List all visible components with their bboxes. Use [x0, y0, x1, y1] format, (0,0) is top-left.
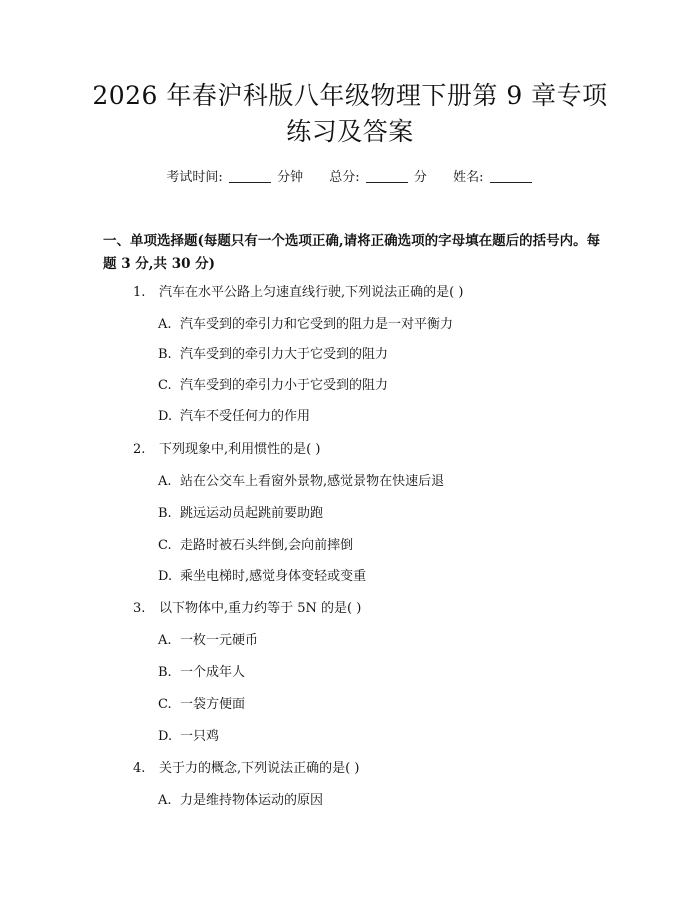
option-letter: D. [158, 729, 173, 744]
option-letter: C. [158, 697, 172, 712]
option-letter: A. [158, 317, 172, 332]
question-2-option-d [158, 568, 366, 586]
question-3 [133, 600, 361, 618]
exam-time-blank [229, 168, 271, 183]
question-text: 下列现象中,利用惯性的是( ) [159, 442, 321, 457]
total-score-blank [366, 168, 408, 183]
option-text: 一枚一元硬币 [180, 633, 259, 648]
student-name-field [453, 168, 534, 188]
question-number: 2. [133, 442, 146, 457]
option-letter: B. [158, 665, 172, 680]
question-1-option-a [158, 316, 453, 334]
option-text: 力是维持物体运动的原因 [180, 793, 324, 808]
question-2-option-a [158, 473, 444, 491]
exam-time-field [166, 168, 303, 188]
option-letter: C. [158, 538, 172, 553]
question-2-option-b [158, 505, 323, 523]
document-title [60, 78, 640, 150]
title-line-1: 2026 年春沪科版八年级物理下册第 9 章专项 [92, 81, 608, 110]
option-text: 走路时被石头绊倒,会向前摔倒 [180, 538, 354, 553]
option-text: 一个成年人 [180, 665, 246, 680]
exam-info [0, 168, 700, 188]
title-line-2: 练习及答案 [286, 117, 414, 146]
student-name-label: 姓名: [453, 170, 484, 185]
option-letter: D. [158, 409, 173, 424]
option-text: 汽车受到的牵引力小于它受到的阻力 [180, 378, 389, 393]
exam-time-unit: 分钟 [277, 170, 304, 185]
question-3-option-c [158, 696, 245, 714]
question-number: 3. [133, 601, 146, 616]
question-3-option-b [158, 664, 245, 682]
question-text: 以下物体中,重力约等于 5N 的是( ) [159, 601, 362, 616]
question-4 [133, 760, 359, 778]
option-text: 汽车不受任何力的作用 [180, 409, 311, 424]
question-3-option-d [158, 728, 219, 746]
option-text: 汽车受到的牵引力和它受到的阻力是一对平衡力 [180, 317, 454, 332]
option-letter: A. [158, 633, 172, 648]
option-letter: D. [158, 569, 173, 584]
exam-time-label: 考试时间: [166, 170, 223, 185]
question-text: 汽车在水平公路上匀速直线行驶,下列说法正确的是( ) [159, 285, 464, 300]
question-4-option-a [158, 792, 323, 810]
option-text: 一袋方便面 [180, 697, 246, 712]
option-text: 跳远运动员起跳前要助跑 [180, 506, 324, 521]
option-text: 站在公交车上看窗外景物,感觉景物在快速后退 [180, 474, 445, 489]
question-1-option-d [158, 408, 310, 426]
option-letter: A. [158, 793, 172, 808]
question-1 [133, 284, 463, 302]
option-text: 乘坐电梯时,感觉身体变轻或变重 [180, 569, 367, 584]
question-1-option-c [158, 377, 388, 395]
total-score-label: 总分: [329, 170, 360, 185]
question-number: 4. [133, 761, 146, 776]
option-letter: B. [158, 347, 172, 362]
option-letter: C. [158, 378, 172, 393]
section-header: 一、单项选择题(每题只有一个选项正确,请将正确选项的字母填在题后的括号内。每题 3 分,共 30 分) [103, 233, 601, 272]
question-text: 关于力的概念,下列说法正确的是( ) [159, 761, 360, 776]
total-score-unit: 分 [413, 170, 427, 185]
question-3-option-a [158, 632, 258, 650]
option-letter: A. [158, 474, 172, 489]
total-score-field [329, 168, 427, 188]
option-letter: B. [158, 506, 172, 521]
question-number: 1. [133, 285, 146, 300]
question-2-option-c [158, 537, 353, 555]
option-text: 一只鸡 [180, 729, 220, 744]
question-1-option-b [158, 346, 388, 364]
student-name-blank [490, 168, 532, 183]
question-2 [133, 441, 320, 459]
option-text: 汽车受到的牵引力大于它受到的阻力 [180, 347, 389, 362]
